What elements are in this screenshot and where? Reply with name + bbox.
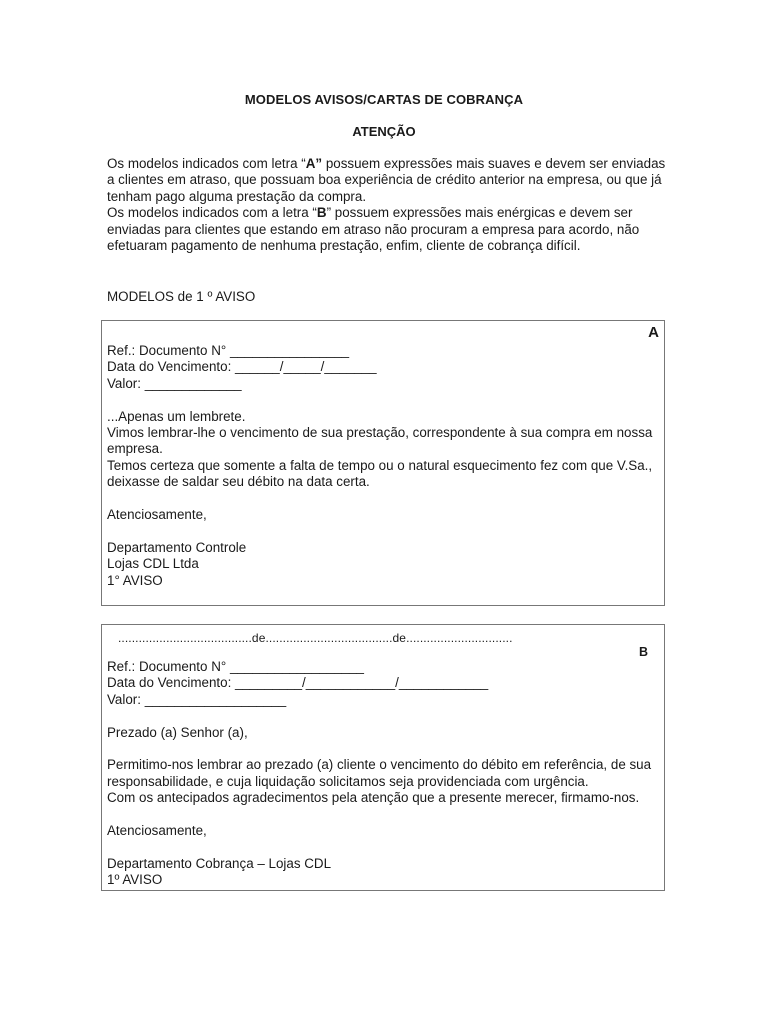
intro-text [107, 156, 667, 254]
intro-a-text-start: Os modelos indicados com letra “ [107, 156, 306, 171]
intro-a-text-end: possuem expressões mais suaves e devem ser enviadas a clientes em atraso, que possuam boa experiência de crédito anterior na empresa, ou que já tenham pago alguma prestação da compra. [107, 156, 666, 204]
document-title: MODELOS AVISOS/CARTAS DE COBRANÇA [244, 92, 524, 107]
letter-a-body-line: Vimos lembrar-lhe o vencimento de sua prestação, correspondente à sua compra em nossa empresa. [107, 425, 653, 457]
letter-a-signature-line: Lojas CDL Ltda [107, 556, 199, 572]
letter-a-content [107, 343, 658, 589]
letter-b-ref: Ref.: Documento N° __________________ [107, 659, 364, 674]
letter-a-closing: Atenciosamente, [107, 507, 207, 523]
letter-b-value: Valor: ___________________ [107, 691, 287, 707]
letter-b-signature-line: 1º AVISO [107, 872, 163, 888]
letter-b-signature-line: Departamento Cobrança – Lojas CDL [107, 855, 332, 871]
intro-b-text-start: Os modelos indicados com a letra “ [107, 205, 317, 221]
attention-heading: ATENÇÃO [352, 124, 416, 139]
letter-a-ref: Ref.: Documento N° ________________ [107, 343, 350, 358]
letter-b-greeting: Prezado (a) Senhor (a), [107, 724, 248, 740]
letter-b-dateline: .......................................de.....................................de............................... [118, 631, 513, 645]
letter-b-body-line: Com os antecipados agradecimentos pela atenção que a presente merecer, firmamo-nos. [107, 790, 640, 806]
letter-b-body-line: Permitimo-nos lembrar ao prezado (a) cliente o vencimento do débito em referência, de sua responsabilidade, e cuja liquidação solicitamos seja providenciada com urgência. [107, 757, 652, 789]
letter-b-closing: Atenciosamente, [107, 823, 207, 839]
models-label: MODELOS de 1 º AVISO [107, 289, 256, 304]
intro-a-letter: A” [305, 156, 323, 171]
intro-b-letter: B [316, 205, 327, 221]
letter-a-due-date: Data do Vencimento: ______/_____/_______ [107, 359, 377, 375]
letter-a-signature-line: 1° AVISO [107, 572, 163, 588]
letter-a-value: Valor: _____________ [107, 375, 242, 391]
letter-a-box [101, 320, 665, 606]
letter-a-body-line: ...Apenas um lembrete. [107, 408, 246, 424]
intro-paragraph-b [107, 205, 667, 254]
letter-b-tag: B [638, 645, 648, 659]
intro-paragraph-a [107, 156, 667, 205]
letter-a-body-line: Temos certeza que somente a falta de tempo ou o natural esquecimento fez com que V.Sa., deixasse de saldar seu débito na data certa. [107, 457, 653, 490]
letter-a-signature-line: Departamento Controle [107, 539, 247, 555]
letter-b-due-date: Data do Vencimento: _________/____________/____________ [107, 675, 489, 691]
letter-a-tag: A [648, 324, 659, 341]
letter-b-box [101, 624, 665, 891]
letter-b-content [107, 659, 658, 889]
intro-b-text-end: ” possuem expressões mais enérgicas e devem ser enviadas para clientes que estando em atraso não procuram a empresa para acordo, não efetuaram pagamento de nenhuma prestação, enfim, cliente de cobrança difícil. [107, 205, 640, 254]
